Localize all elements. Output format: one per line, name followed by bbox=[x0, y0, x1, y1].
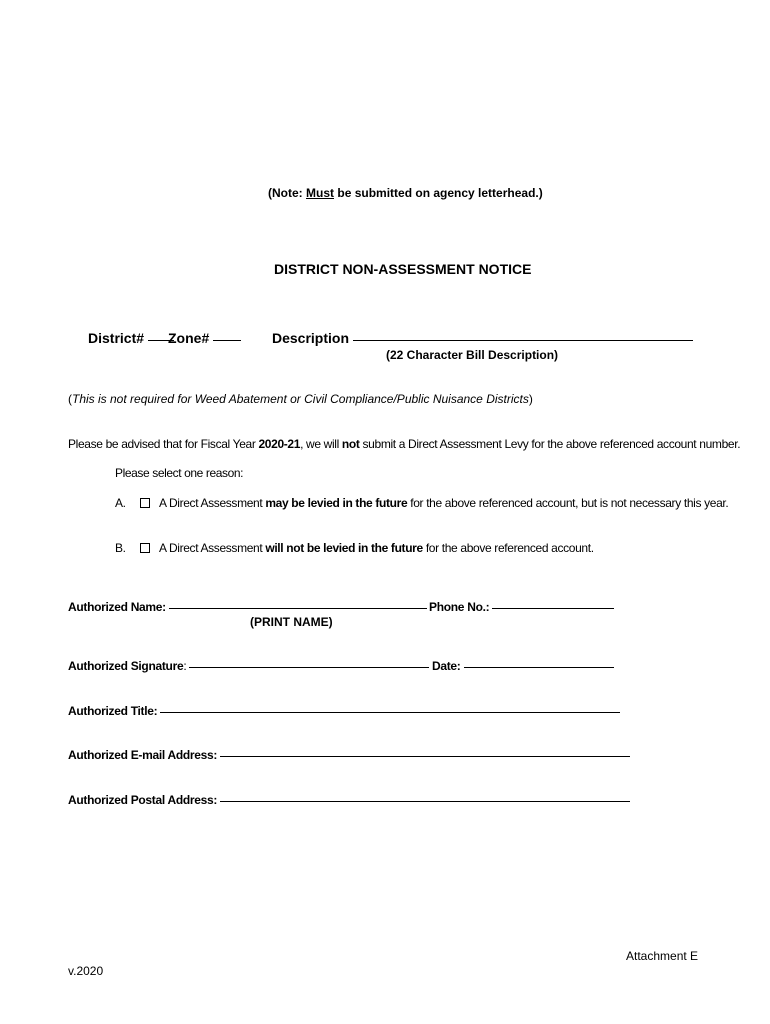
authorized-title-blank[interactable] bbox=[160, 711, 620, 713]
description-blank[interactable] bbox=[353, 339, 693, 341]
phone-field: Phone No.: bbox=[429, 600, 614, 614]
option-a: A. A Direct Assessment may be levied in the future for the above referenced account, but is not necessary this year. bbox=[115, 496, 729, 510]
authorized-email-blank[interactable] bbox=[220, 755, 630, 757]
authorized-postal-blank[interactable] bbox=[220, 800, 630, 802]
document-title: DISTRICT NON-ASSESSMENT NOTICE bbox=[274, 261, 532, 277]
attachment-label: Attachment E bbox=[626, 949, 699, 963]
authorized-postal-field: Authorized Postal Address: bbox=[68, 793, 630, 807]
advisory-text: Please be advised that for Fiscal Year 2020-21, we will not submit a Direct Assessment Levy for the above referenced account number. bbox=[68, 437, 741, 451]
option-a-checkbox[interactable] bbox=[140, 498, 150, 508]
exemption-note: (This is not required for Weed Abatement or Civil Compliance/Public Nuisance Districts) bbox=[68, 392, 533, 406]
date-field: Date: bbox=[432, 659, 614, 673]
must-emphasis: Must bbox=[306, 186, 335, 200]
phone-blank[interactable] bbox=[492, 607, 614, 609]
option-b: B. A Direct Assessment will not be levied in the future for the above referenced account. bbox=[115, 541, 594, 555]
description-field: Description bbox=[272, 330, 693, 346]
select-prompt: Please select one reason: bbox=[115, 466, 244, 480]
fiscal-year: 2020-21 bbox=[258, 437, 301, 451]
authorized-email-field: Authorized E-mail Address: bbox=[68, 748, 630, 762]
date-blank[interactable] bbox=[464, 666, 614, 668]
authorized-signature-field: Authorized Signature: bbox=[68, 659, 429, 673]
authorized-name-field: Authorized Name: bbox=[68, 600, 427, 614]
zone-blank[interactable] bbox=[213, 339, 241, 341]
print-name-hint: (PRINT NAME) bbox=[250, 615, 333, 629]
zone-field: Zone# bbox=[168, 330, 241, 346]
letterhead-note: (Note: Must be submitted on agency letterhead.) bbox=[268, 186, 543, 200]
authorized-name-blank[interactable] bbox=[169, 607, 427, 609]
description-hint: (22 Character Bill Description) bbox=[386, 348, 559, 362]
authorized-title-field: Authorized Title: bbox=[68, 704, 620, 718]
authorized-signature-blank[interactable] bbox=[189, 666, 429, 668]
version-label: v.2020 bbox=[68, 964, 104, 978]
district-field: District# bbox=[88, 330, 174, 346]
option-b-checkbox[interactable] bbox=[140, 543, 150, 553]
